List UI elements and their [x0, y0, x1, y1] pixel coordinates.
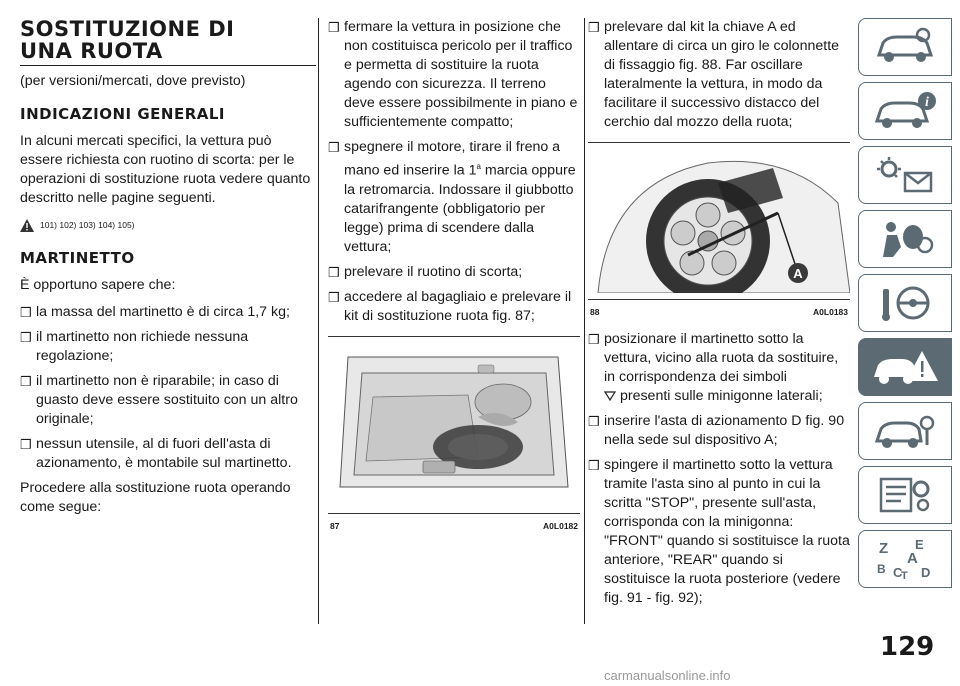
- column-3: [588, 18, 850, 614]
- list-item: [328, 18, 580, 132]
- jack-point-symbol-icon: [604, 391, 616, 401]
- column-2: [328, 18, 580, 544]
- list-item-text-b: presenti sulle minigonne laterali;: [619, 388, 823, 404]
- page-number: 129: [880, 632, 935, 662]
- checkbox-icon: ❒: [328, 140, 340, 155]
- figure-number: 87: [330, 520, 340, 531]
- car-emergency-icon: [870, 345, 940, 389]
- car-info-icon: [873, 91, 937, 131]
- figure-number: 88: [590, 307, 600, 317]
- svg-text:i: i: [925, 95, 929, 110]
- car-maintenance-icon: [873, 475, 937, 515]
- section-subtitle: (per versioni/mercati, dove previsto): [20, 73, 246, 89]
- list-item: [588, 412, 850, 450]
- warning-icon: [20, 219, 34, 232]
- list-item-text-a: spegnere il motore, tirare il freno a mano ed inserire la 1: [344, 139, 561, 179]
- list-item-text: prelevare il ruotino di scorta;: [344, 263, 523, 280]
- list-item-text: la massa del martinetto è di circa 1,7 kg;: [36, 304, 290, 320]
- checkbox-icon: ❒: [588, 458, 600, 473]
- para-general: In alcuni mercati specifici, la vettura può essere richiesta con ruotino di scorta: per le operazioni di sostituzione ruota vedere quanto descritto nelle pagine seguenti.: [20, 133, 311, 206]
- para-proceed: Procedere alla sostituzione ruota operando come segue:: [20, 480, 291, 515]
- tab-steering[interactable]: [858, 274, 952, 332]
- index-letter: E: [915, 537, 924, 552]
- car-tools-icon: [873, 411, 937, 451]
- list-item: [20, 328, 316, 366]
- airbag-icon: [873, 219, 937, 259]
- list-item-text-a: posizionare il martinetto sotto la vettura, vicino alla ruota da sostituire, in corrispondenza dei simboli: [604, 331, 839, 385]
- list-item-text: inserire l'asta di azionamento D fig. 90 nella sede sul dispositivo A;: [604, 413, 845, 448]
- tab-airbag[interactable]: [858, 210, 952, 268]
- tab-car-tools[interactable]: [858, 402, 952, 460]
- heading-general: INDICAZIONI GENERALI: [20, 105, 226, 123]
- list-item-text: prelevare dal kit la chiave A ed allentare di circa un giro le colonnette di fissaggio fig. 88. Far oscillare lateralmente la vettura, in modo da facilitare il successivo distacco del cerchio dal mozzo della ruota;: [604, 19, 840, 130]
- list-item: [588, 456, 850, 608]
- tab-emergency[interactable]: [858, 338, 952, 396]
- list-item: [588, 330, 850, 406]
- list-item-text: fermare la vettura in posizione che non costituisca pericolo per il traffico e permetta di sostituire la ruota agendo con sicurezza. Il terreno deve essere possibilmente in piano e sufficientemente compatto;: [344, 19, 578, 130]
- list-item: [20, 435, 316, 473]
- checkbox-icon: ❒: [588, 332, 600, 347]
- chapter-sidebar: [858, 18, 952, 594]
- index-letter: B: [877, 562, 886, 576]
- checkbox-icon: ❒: [20, 305, 32, 320]
- list-item-text: spingere il martinetto sotto la vettura tramite l'asta sino al punto in cui la scritta "STOP", presente sull'asta, corrisponda con la minigonna: "FRONT" quando si sostituisce la ruota anteriore, "REAR" quando si sostituisce la ruota posteriore (vedere fig. 91 - fig. 92);: [604, 457, 850, 606]
- watermark: carmanualsonline.info: [604, 668, 731, 683]
- lights-icon: [873, 155, 937, 195]
- checkbox-icon: ❒: [588, 20, 600, 35]
- checkbox-icon: ❒: [328, 264, 340, 280]
- wheel-illustration: [588, 143, 850, 293]
- tab-lights[interactable]: [858, 146, 952, 204]
- list-item-text: nessun utensile, al di fuori dell'asta di azionamento, è montabile sul martinetto.: [36, 436, 292, 471]
- warning-refs-text: 101) 102) 103) 104) 105): [40, 220, 135, 230]
- checkbox-icon: ❒: [588, 414, 600, 429]
- list-item: [588, 18, 850, 132]
- index-letter: D: [921, 565, 931, 580]
- list-item: [328, 263, 580, 282]
- column-1: [20, 18, 316, 525]
- tab-maintenance[interactable]: [858, 466, 952, 524]
- index-letter: C: [893, 565, 903, 580]
- figure-88-image: [588, 142, 850, 300]
- car-icon: [873, 27, 937, 67]
- tab-index[interactable]: [858, 530, 952, 588]
- superscript: a: [476, 162, 481, 171]
- list-item-text-b: marcia oppure la retromarcia. Indossare il giubbotto catarifrangente (obbligatorio per legge) prima di scendere dalla vettura;: [344, 162, 576, 255]
- index-letter: Z: [879, 540, 889, 557]
- tab-car[interactable]: [858, 18, 952, 76]
- figure-87: [328, 336, 580, 536]
- trunk-illustration: [328, 337, 580, 507]
- figure-code: A0L0182: [543, 520, 578, 531]
- column-divider-2: [584, 18, 585, 624]
- checkbox-icon: ❒: [328, 20, 340, 35]
- figure-88-label: A: [793, 266, 803, 281]
- checkbox-icon: ❒: [20, 374, 32, 389]
- list-item: [328, 138, 580, 257]
- checkbox-icon: ❒: [20, 437, 32, 452]
- section-title-line2: UNA RUOTA: [20, 39, 163, 63]
- heading-jack: MARTINETTO: [20, 249, 135, 267]
- index-letters-icon: [873, 537, 937, 581]
- figure-code: A0L0183: [813, 307, 848, 317]
- list-item: [20, 303, 316, 322]
- figure-88-caption: [588, 300, 850, 322]
- warning-references: [20, 216, 316, 235]
- figure-87-caption: [328, 514, 580, 536]
- list-item: [20, 372, 316, 429]
- tab-car-info[interactable]: [858, 82, 952, 140]
- section-title-line1: SOSTITUZIONE DI: [20, 17, 235, 41]
- para-jack: È opportuno sapere che:: [20, 277, 176, 293]
- figure-88: [588, 142, 850, 322]
- figure-87-image: [328, 336, 580, 514]
- index-letter: T: [901, 570, 908, 581]
- index-letter: A: [907, 550, 918, 567]
- list-item: [328, 288, 580, 326]
- list-item-text: il martinetto non richiede nessuna regolazione;: [36, 329, 249, 364]
- section-title: [20, 18, 316, 66]
- checkbox-icon: ❒: [20, 330, 32, 345]
- wrench-steering-icon: [873, 283, 937, 323]
- checkbox-icon: ❒: [328, 289, 340, 305]
- list-item-text: accedere al bagagliaio e prelevare il kit di sostituzione ruota fig. 87;: [344, 288, 572, 324]
- column-divider-1: [318, 18, 319, 624]
- list-item-text: il martinetto non è riparabile; in caso di guasto deve essere sostituito con un altro originale;: [36, 373, 298, 427]
